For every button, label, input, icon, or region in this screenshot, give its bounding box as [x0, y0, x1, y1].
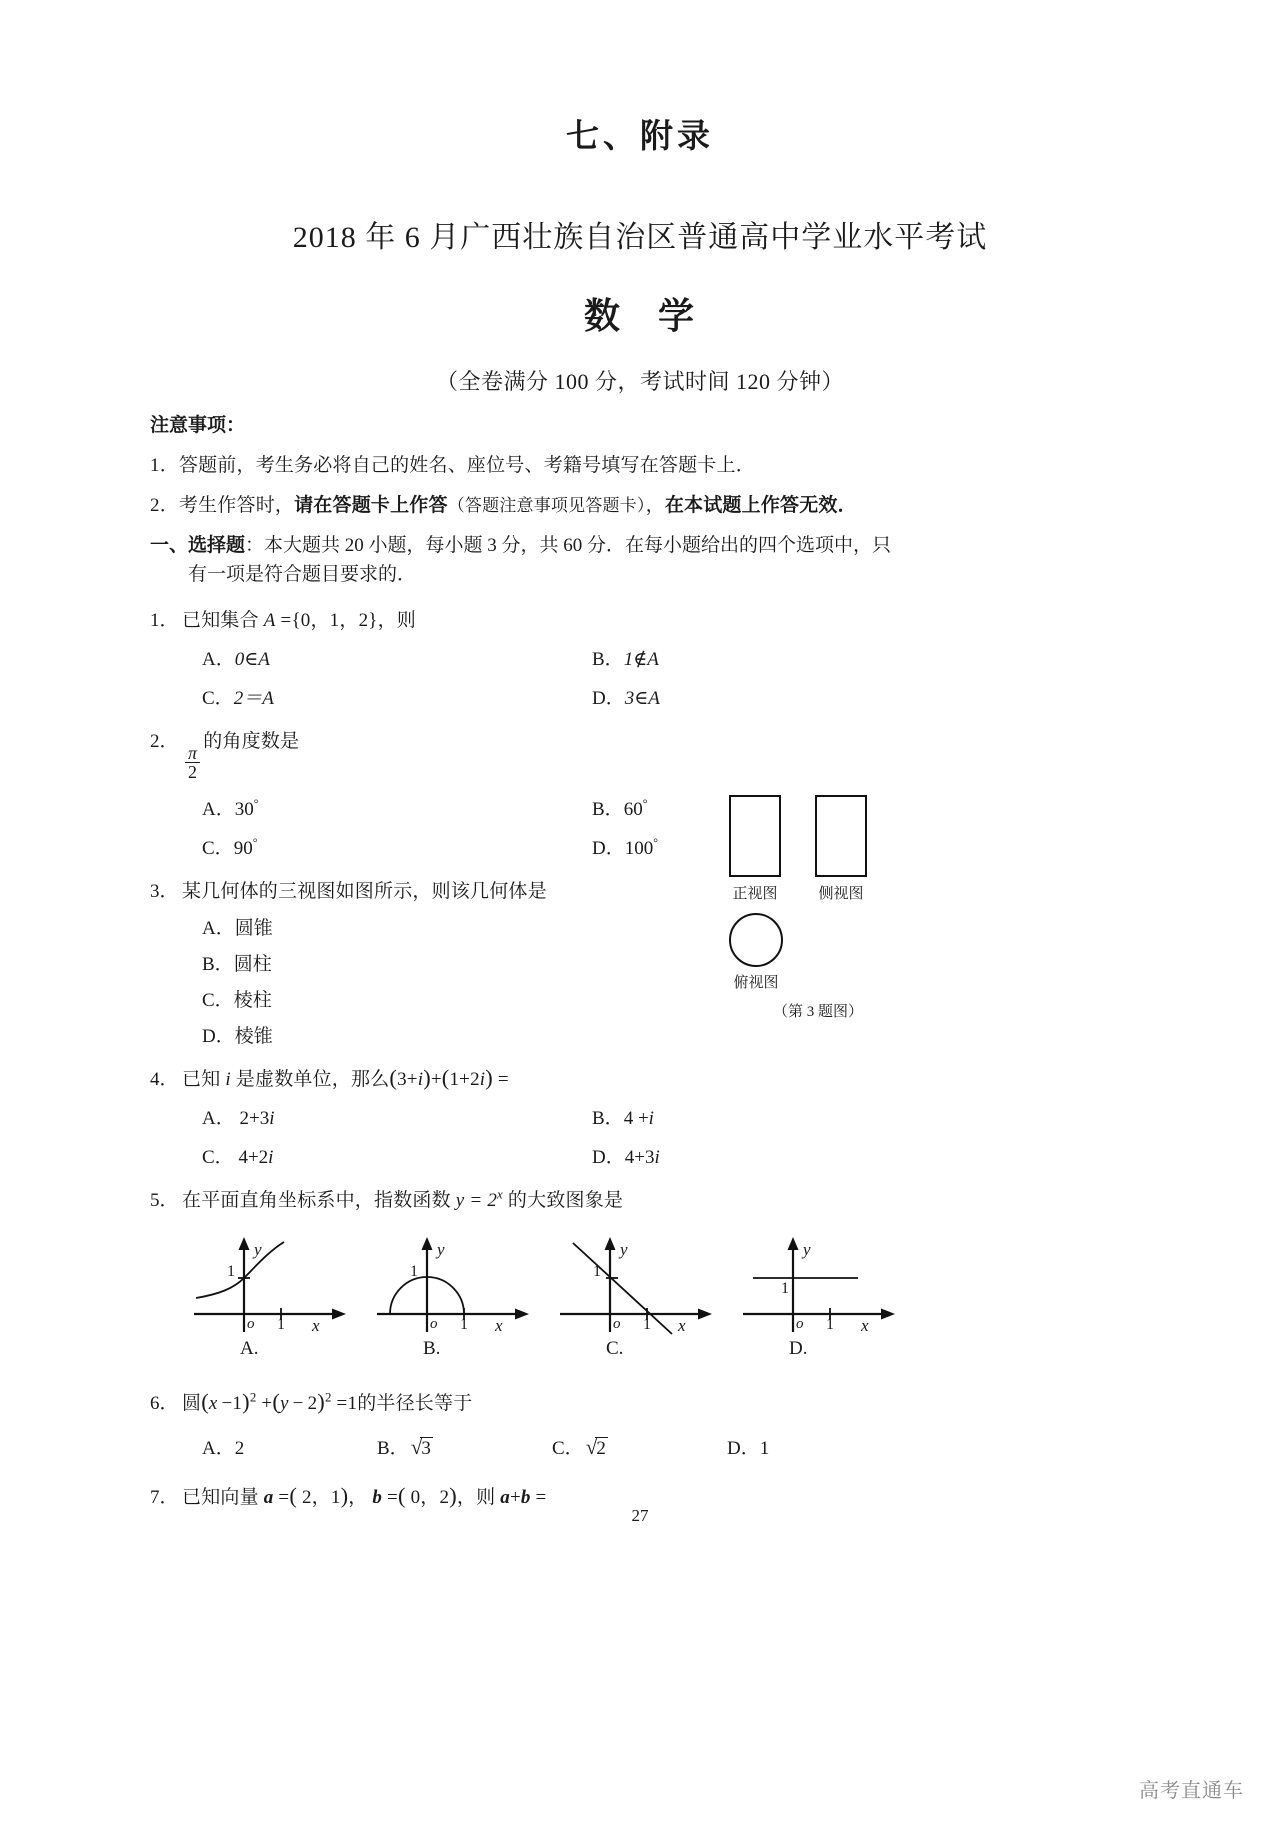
question-6-text	[182, 1388, 472, 1415]
graph-d-x-axis-label: x	[861, 1316, 869, 1336]
question-1-options	[202, 644, 1130, 710]
question-3-option-a[interactable]	[202, 913, 1130, 940]
option-label: D．	[592, 688, 625, 710]
graph-b-y-tick-label: 1	[410, 1263, 418, 1281]
graph-a-y-tick-label: 1	[227, 1263, 235, 1281]
option-text: 1∉A	[623, 649, 659, 671]
question-4	[150, 1064, 1130, 1169]
option-text: 90	[233, 838, 253, 860]
option-label: D．	[592, 1147, 625, 1169]
notice-item-2-lead: 2．考生作答时，	[150, 494, 295, 516]
question-1-set-variable: A	[263, 610, 276, 632]
question-1-stem-post: ={0，1，2}，则	[275, 610, 416, 632]
section-line-2: 有一项是符合题目要求的．	[188, 564, 417, 586]
graph-c-x-tick-label: 1	[643, 1316, 651, 1334]
option-text: 30	[234, 799, 254, 821]
option-label: D．	[202, 1026, 235, 1048]
question-1-option-row-2	[202, 683, 1130, 710]
question-3-text: 某几何体的三视图如图所示，则该几何体是	[182, 881, 547, 903]
option-text: 圆柱	[233, 954, 272, 976]
graph-c-y-tick-label: 1	[593, 1263, 601, 1281]
graph-c-label: C.	[606, 1338, 624, 1360]
option-text: 3∈A	[624, 688, 660, 710]
question-6-option-b[interactable]	[377, 1433, 552, 1460]
question-5-stem-b: 的大致图象是	[502, 1190, 624, 1212]
watermark: 高考直通车	[1139, 1780, 1244, 1802]
graph-d-origin-label: o	[796, 1316, 804, 1333]
question-5-stem	[150, 1185, 1130, 1212]
appendix-title: 七、附录	[566, 119, 714, 155]
option-text: 60	[623, 799, 643, 821]
question-4-option-a[interactable]: A． 2+3i	[202, 1108, 275, 1130]
question-3-option-d[interactable]	[202, 1021, 1130, 1048]
question-1-option-row-1	[202, 644, 1130, 671]
top-view-circle	[729, 913, 783, 967]
pi-over-two-fraction	[185, 744, 200, 782]
subject-title-right: 学	[658, 295, 697, 336]
question-1-option-d[interactable]	[592, 683, 660, 710]
graph-c-origin-label: o	[613, 1316, 621, 1333]
degree-sign: °	[653, 836, 658, 850]
question-4-options	[202, 1103, 1130, 1169]
graph-b-x-tick-label: 1	[460, 1316, 468, 1334]
graph-a-svg	[184, 1234, 367, 1344]
question-3-option-c[interactable]	[202, 985, 1130, 1012]
top-view-label: 俯视图	[733, 975, 779, 991]
graph-d-y-axis-label: y	[803, 1240, 811, 1260]
question-2-text	[182, 726, 299, 782]
option-label: B．	[592, 649, 624, 671]
option-label: B．	[592, 1108, 624, 1130]
option-label: C．	[202, 1147, 234, 1169]
section-colon: ：	[245, 534, 265, 556]
section-line-1: 本大题共 20 小题，每小题 3 分，共 60 分．在每小题给出的四个选项中，只	[264, 534, 892, 556]
notice-item-1: 1．答题前，考生务必将自己的姓名、座位号、考籍号填写在答题卡上．	[150, 454, 755, 476]
option-label: B．	[592, 799, 624, 821]
question-6	[150, 1388, 1130, 1460]
front-view-label: 正视图	[732, 886, 778, 902]
question-7	[150, 1482, 1130, 1509]
question-3-stem	[150, 876, 1130, 903]
graph-b-x-axis-label: x	[495, 1316, 503, 1336]
sqrt-icon: √2	[585, 1435, 606, 1460]
question-4-number: 4．	[150, 1069, 179, 1091]
question-4-option-row-1	[202, 1103, 1130, 1130]
option-label: C．	[202, 990, 234, 1012]
graph-d-label: D.	[789, 1338, 808, 1360]
question-1-option-a[interactable]	[202, 644, 592, 671]
option-label: D．	[592, 838, 625, 860]
exponential-function-expr: y = 2	[455, 1190, 498, 1212]
question-2-option-c[interactable]	[202, 833, 592, 860]
notice-item-2-bold-1: 请在答题卡上作答	[294, 494, 448, 516]
graph-d-svg	[733, 1234, 916, 1344]
option-label: A．	[202, 799, 235, 821]
graph-option-d[interactable]	[733, 1234, 916, 1362]
degree-sign: °	[252, 836, 258, 850]
notice-heading: 注意事项：	[150, 414, 246, 436]
graph-option-b[interactable]	[367, 1234, 550, 1362]
question-6-circle-equation: $(x -1)^2 +(y - 2)^2 =1$	[201, 1389, 358, 1415]
question-4-stem	[150, 1064, 1130, 1091]
graph-b-origin-label: o	[430, 1316, 438, 1333]
graph-a-origin-label: o	[247, 1316, 255, 1333]
degree-sign: °	[642, 797, 648, 811]
option-label: C．	[552, 1438, 584, 1460]
question-1-option-c[interactable]	[202, 683, 592, 710]
option-text: 0∈A	[234, 649, 270, 671]
three-view-labels	[729, 882, 945, 903]
notice-item-2-paren: （答题注意事项见答题卡）	[447, 495, 646, 515]
question-2-number: 2．	[150, 731, 179, 753]
fraction-numerator: π	[188, 742, 198, 763]
question-4-option-c[interactable]: C． 4+2i	[202, 1147, 274, 1169]
question-4-stem-b: 是虚数单位，那么	[230, 1069, 390, 1091]
option-label: B．	[202, 954, 234, 976]
question-5-graph-options	[184, 1234, 1130, 1362]
question-7-text: 已知向量 a =( 2，1)， b =( 0，2)，则 a+b =	[182, 1483, 547, 1509]
option-text: 圆锥	[234, 918, 273, 940]
imaginary-unit-symbol: i	[225, 1069, 231, 1091]
question-4-expression: (3+i)+(1+2i) =	[389, 1065, 509, 1091]
question-3	[150, 876, 1130, 1048]
question-3-options	[202, 913, 1130, 1048]
question-6-stem-post: 的半径长等于	[357, 1393, 473, 1415]
option-label: A．	[202, 649, 235, 671]
graph-b-svg	[367, 1234, 550, 1344]
degree-sign: °	[253, 797, 259, 811]
graph-option-c[interactable]	[550, 1234, 733, 1362]
option-text: 棱锥	[234, 1026, 273, 1048]
exam-title: 2018 年 6 月广西壮族自治区普通高中学业水平考试	[292, 220, 988, 254]
option-label: A．	[202, 1108, 235, 1130]
graph-b-y-axis-label: y	[437, 1240, 445, 1260]
question-2-option-a[interactable]	[202, 794, 592, 821]
question-3-three-view-figure	[715, 795, 945, 1021]
question-6-option-c[interactable]	[552, 1433, 727, 1460]
question-4-option-row-2	[202, 1142, 1130, 1169]
sqrt-icon: √3	[410, 1435, 431, 1460]
score-and-time-line: （全卷满分 100 分，考试时间 120 分钟）	[435, 368, 844, 394]
exponent-symbol: x	[497, 1186, 503, 1202]
question-6-number: 6．	[150, 1393, 179, 1415]
question-2-stem	[150, 726, 1130, 782]
question-1-stem-pre: 已知集合	[182, 610, 264, 632]
question-1-stem	[150, 605, 1130, 632]
question-6-stem-pre: 圆	[182, 1393, 202, 1415]
question-4-option-b[interactable]: B．4 +i	[592, 1108, 654, 1130]
option-text: 棱柱	[233, 990, 272, 1012]
notice-item-2	[150, 490, 1130, 517]
graph-c-y-axis-label: y	[620, 1240, 628, 1260]
graph-a-y-axis-label: y	[254, 1240, 262, 1260]
notice-item-2-bold-2: 在本试题上作答无效．	[664, 494, 857, 516]
three-view-rectangles	[729, 795, 945, 877]
question-7-stem	[150, 1482, 1130, 1509]
side-view-label: 侧视图	[818, 886, 864, 902]
graph-c-x-axis-label: x	[678, 1316, 686, 1336]
question-2	[150, 726, 1130, 860]
graph-b-label: B.	[423, 1338, 441, 1360]
question-4-text	[182, 1064, 509, 1091]
question-2-option-b[interactable]	[592, 794, 647, 821]
option-label: D．	[727, 1438, 760, 1460]
option-label: C．	[202, 688, 234, 710]
option-label: A．	[202, 918, 235, 940]
fraction-denominator: 2	[185, 762, 200, 782]
question-5-number: 5．	[150, 1190, 179, 1212]
question-1-number: 1．	[150, 610, 179, 632]
subject-title-left: 数	[583, 295, 622, 336]
question-2-stem-post: 的角度数是	[203, 731, 300, 753]
question-5	[150, 1185, 1130, 1362]
graph-a-x-tick-label: 1	[277, 1316, 285, 1334]
question-4-stem-a: 已知	[182, 1069, 226, 1091]
figure-caption: （第 3 题图）	[773, 1004, 864, 1020]
question-6-options	[202, 1433, 1130, 1460]
graph-a-label: A.	[240, 1338, 259, 1360]
section-label: 一、选择题	[150, 534, 246, 556]
question-6-option-d[interactable]: D．1	[727, 1438, 770, 1460]
graph-c-svg	[550, 1234, 733, 1344]
option-label: B．	[377, 1438, 409, 1460]
top-view-circle-wrap	[729, 913, 945, 967]
front-view-rectangle	[729, 795, 781, 877]
question-2-option-row-1	[202, 794, 1130, 821]
question-1-option-b[interactable]	[592, 644, 659, 671]
question-1	[150, 605, 1130, 710]
question-3-number: 3．	[150, 881, 179, 903]
question-7-number: 7．	[150, 1487, 179, 1509]
question-2-option-d[interactable]	[592, 833, 658, 860]
subject-title	[150, 288, 1130, 339]
option-label: A．	[202, 1438, 235, 1460]
graph-option-a[interactable]	[184, 1234, 367, 1362]
question-6-stem	[150, 1388, 1130, 1415]
graph-a-x-axis-label: x	[312, 1316, 320, 1336]
option-label: C．	[202, 838, 234, 860]
option-text: 100	[624, 838, 654, 860]
question-5-text	[182, 1185, 623, 1212]
section-heading-choice	[150, 531, 1130, 590]
question-5-stem-a: 在平面直角坐标系中，指数函数	[182, 1190, 456, 1212]
graph-d-x-tick-label: 1	[826, 1316, 834, 1334]
question-2-option-row-2	[202, 833, 1130, 860]
graph-d-y-tick-label: 1	[781, 1280, 789, 1298]
side-view-rectangle	[815, 795, 867, 877]
option-text: 2＝A	[233, 688, 274, 710]
question-2-options	[202, 794, 1130, 860]
question-4-option-d[interactable]: D．4+3i	[592, 1147, 660, 1169]
question-1-text	[182, 605, 416, 632]
page-number: 27	[631, 1506, 649, 1525]
question-3-option-b[interactable]	[202, 949, 1130, 976]
notice-item-2-comma: ，	[645, 494, 665, 516]
question-6-option-a[interactable]: A．2	[202, 1438, 245, 1460]
